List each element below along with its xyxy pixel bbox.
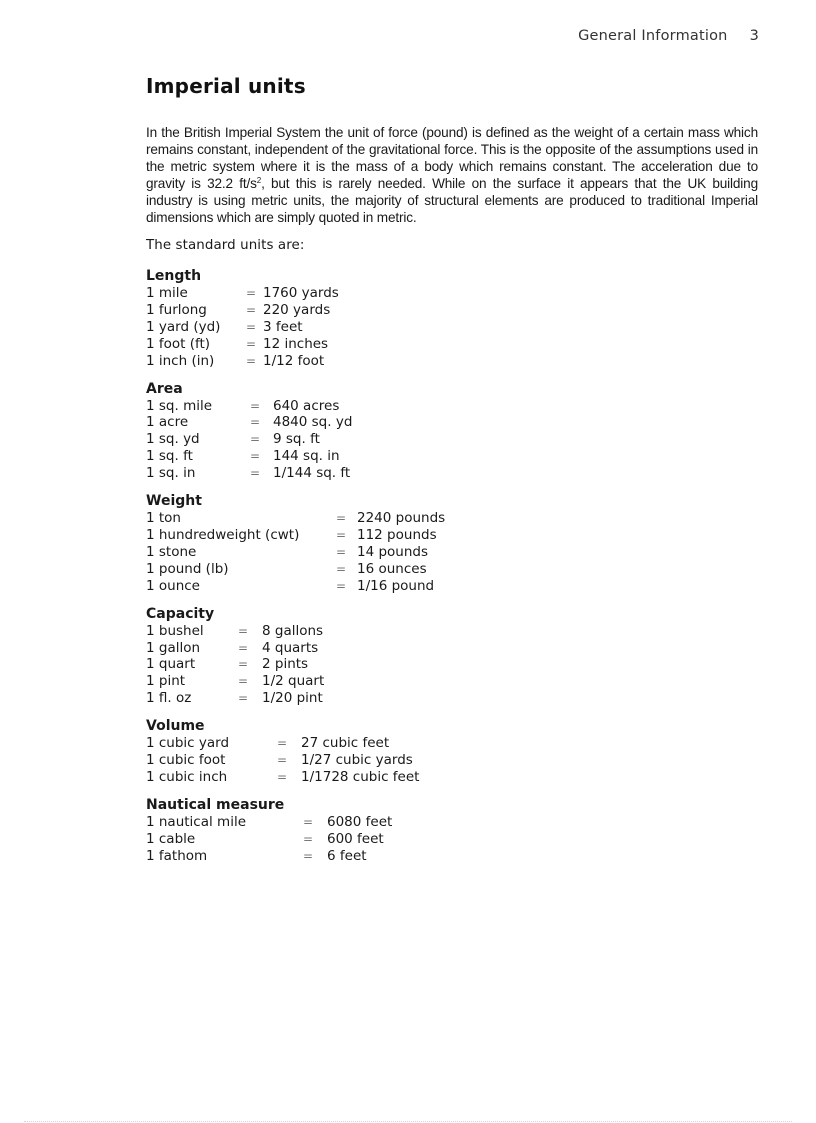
section-nautical	[146, 797, 758, 865]
equals-sign: =	[250, 398, 261, 413]
unit-name: 1 cubic yard	[146, 735, 230, 752]
unit-name: 1 furlong	[146, 301, 207, 318]
unit-row	[146, 336, 758, 353]
intro-superscript: 2	[256, 176, 262, 185]
unit-name: 1 sq. yd	[146, 431, 200, 448]
unit-name: 1 yard (yd)	[146, 318, 221, 335]
equals-sign: =	[277, 753, 288, 768]
unit-name: 1 fathom	[146, 847, 208, 864]
equals-sign: =	[238, 623, 249, 638]
unit-rows	[146, 814, 758, 865]
unit-name: 1 acre	[146, 414, 189, 431]
unit-name: 1 gallon	[146, 639, 201, 656]
equals-sign: =	[250, 432, 261, 447]
unit-row	[146, 561, 758, 578]
unit-equivalent: 2240 pounds	[357, 510, 446, 527]
unit-row	[146, 831, 758, 848]
unit-name: 1 nautical mile	[146, 813, 247, 830]
unit-row	[146, 414, 758, 431]
section-length	[146, 268, 758, 370]
unit-equivalent: 640 acres	[273, 397, 340, 414]
unit-row	[146, 353, 758, 370]
equals-sign: =	[246, 353, 257, 368]
unit-row	[146, 465, 758, 482]
section-title: Capacity	[146, 605, 215, 622]
equals-sign: =	[277, 769, 288, 784]
unit-rows	[146, 398, 758, 483]
equals-sign: =	[336, 511, 347, 526]
equals-sign: =	[303, 814, 314, 829]
unit-equivalent: 1/2 quart	[262, 673, 325, 690]
unit-equivalent: 27 cubic feet	[301, 735, 390, 752]
unit-name: 1 pound (lb)	[146, 560, 229, 577]
unit-row	[146, 656, 758, 673]
section-area	[146, 381, 758, 483]
section-title: Area	[146, 380, 183, 397]
unit-name: 1 cable	[146, 830, 196, 847]
equals-sign: =	[336, 578, 347, 593]
unit-equivalent: 1/12 foot	[263, 352, 325, 369]
equals-sign: =	[238, 691, 249, 706]
unit-equivalent: 3 feet	[263, 318, 303, 335]
equals-sign: =	[238, 657, 249, 672]
unit-name: 1 bushel	[146, 622, 204, 639]
unit-name: 1 sq. in	[146, 465, 196, 482]
equals-sign: =	[250, 466, 261, 481]
unit-row	[146, 640, 758, 657]
unit-name: 1 ton	[146, 510, 181, 527]
unit-equivalent: 4 quarts	[262, 639, 319, 656]
page-content	[146, 74, 758, 876]
unit-row	[146, 527, 758, 544]
equals-sign: =	[277, 736, 288, 751]
unit-row	[146, 623, 758, 640]
lead-text: The standard units are:	[146, 238, 305, 253]
equals-sign: =	[336, 561, 347, 576]
unit-rows	[146, 510, 758, 595]
page-number: 3	[749, 28, 759, 44]
unit-row	[146, 814, 758, 831]
unit-row	[146, 431, 758, 448]
unit-equivalent: 16 ounces	[357, 560, 427, 577]
unit-row	[146, 848, 758, 865]
unit-row	[146, 398, 758, 415]
unit-equivalent: 600 feet	[327, 830, 384, 847]
unit-equivalent: 8 gallons	[262, 622, 324, 639]
unit-equivalent: 144 sq. in	[273, 448, 340, 465]
unit-name: 1 stone	[146, 543, 197, 560]
unit-row	[146, 510, 758, 527]
unit-name: 1 mile	[146, 285, 188, 301]
intro-text-2: , but this is rarely needed. While on the surface it appears that the UK building industry is using metric units, the majority of structural elements are produced to traditional Imperial dimensions which are simply quoted in metric.	[146, 176, 758, 225]
unit-equivalent: 112 pounds	[357, 526, 437, 543]
unit-equivalent: 1/27 cubic yards	[301, 752, 413, 769]
unit-row	[146, 578, 758, 595]
unit-equivalent: 4840 sq. yd	[273, 414, 353, 431]
unit-row	[146, 319, 758, 336]
unit-row	[146, 448, 758, 465]
section-title: Volume	[146, 718, 205, 735]
unit-equivalent: 1/16 pound	[357, 577, 435, 594]
equals-sign: =	[246, 286, 257, 300]
unit-name: 1 pint	[146, 673, 186, 690]
equals-sign: =	[238, 674, 249, 689]
page-title: Imperial units	[146, 74, 306, 98]
equals-sign: =	[246, 336, 257, 351]
unit-equivalent: 9 sq. ft	[273, 431, 320, 448]
unit-equivalent: 1760 yards	[263, 285, 339, 301]
unit-equivalent: 12 inches	[263, 335, 329, 352]
unit-name: 1 foot (ft)	[146, 335, 211, 352]
unit-row	[146, 285, 758, 302]
unit-equivalent: 1/144 sq. ft	[273, 465, 351, 482]
unit-row	[146, 769, 758, 786]
unit-name: 1 sq. ft	[146, 448, 193, 465]
unit-row	[146, 735, 758, 752]
equals-sign: =	[303, 848, 314, 863]
unit-name: 1 quart	[146, 656, 196, 673]
unit-name: 1 cubic inch	[146, 768, 228, 785]
unit-row	[146, 752, 758, 769]
unit-equivalent: 14 pounds	[357, 543, 429, 560]
intro-text-1: In the British Imperial System the unit of force (pound) is defined as the weight of a certain mass which remains constant, independent of the gravitational force. This is the opposite of the assumptions used in the metric system where it is the mass of a body which remains constant. The acceleration due to gravity is 32.2 ft/s	[146, 125, 758, 191]
equals-sign: =	[250, 415, 261, 430]
running-head	[578, 28, 759, 44]
unit-equivalent: 1/1728 cubic feet	[301, 768, 420, 785]
section-title: Nautical measure	[146, 796, 285, 813]
section-volume	[146, 718, 758, 786]
unit-rows	[146, 735, 758, 786]
unit-equivalent: 6 feet	[327, 847, 367, 864]
unit-equivalent: 220 yards	[263, 301, 331, 318]
unit-name: 1 ounce	[146, 577, 200, 594]
footer-divider	[24, 1121, 792, 1122]
unit-name: 1 hundredweight (cwt)	[146, 526, 300, 543]
unit-equivalent: 1/20 pint	[262, 690, 323, 707]
running-head-title: General Information	[578, 28, 728, 44]
section-weight	[146, 493, 758, 595]
unit-row	[146, 302, 758, 319]
unit-name: 1 inch (in)	[146, 352, 215, 369]
unit-rows	[146, 285, 758, 370]
unit-rows	[146, 623, 758, 708]
equals-sign: =	[336, 544, 347, 559]
unit-row	[146, 673, 758, 690]
equals-sign: =	[336, 527, 347, 542]
equals-sign: =	[250, 449, 261, 464]
unit-row	[146, 690, 758, 707]
equals-sign: =	[246, 302, 257, 317]
equals-sign: =	[303, 831, 314, 846]
section-title: Weight	[146, 493, 202, 510]
equals-sign: =	[238, 640, 249, 655]
section-capacity	[146, 606, 758, 708]
unit-equivalent: 6080 feet	[327, 813, 393, 830]
equals-sign: =	[246, 319, 257, 334]
unit-equivalent: 2 pints	[262, 656, 309, 673]
unit-name: 1 fl. oz	[146, 690, 192, 707]
intro-paragraph	[146, 124, 758, 226]
unit-name: 1 sq. mile	[146, 397, 213, 414]
unit-row	[146, 544, 758, 561]
section-title: Length	[146, 268, 202, 284]
unit-name: 1 cubic foot	[146, 752, 226, 769]
